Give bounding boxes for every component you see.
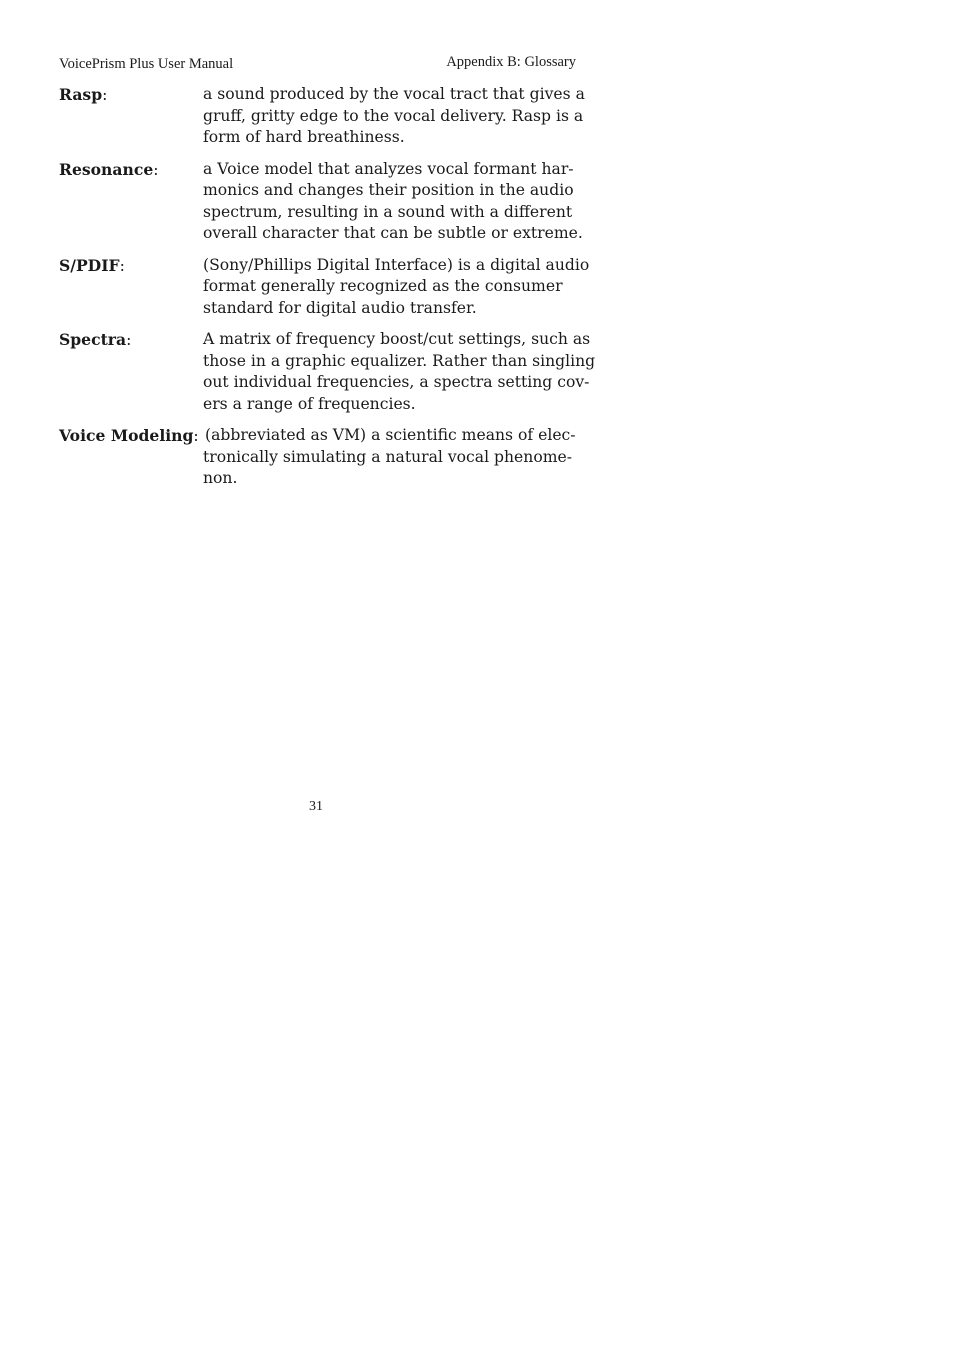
glossary-definition xyxy=(203,329,596,415)
definition-line: format generally recognized as the consumer xyxy=(203,277,563,295)
glossary-entry-voice-modeling xyxy=(59,425,589,490)
glossary-entry-resonance xyxy=(59,159,589,245)
glossary-definition xyxy=(203,425,575,490)
glossary-entry-spdif xyxy=(59,255,589,320)
definition-line: gruff, gritty edge to the vocal delivery. Rasp is a xyxy=(203,106,584,125)
definition-line: out individual frequencies, a spectra setting cov- xyxy=(203,373,590,391)
definition-line: overall character that can be subtle or extreme. xyxy=(203,224,583,242)
page-header xyxy=(59,56,576,76)
definition-line: ers a range of frequencies. xyxy=(203,394,416,413)
definition-line: (Sony/Phillips Digital Interface) is a digital audio xyxy=(203,255,590,274)
glossary-definition xyxy=(203,84,585,149)
definition-line: a Voice model that analyzes vocal formant har- xyxy=(203,159,574,178)
glossary-entry-rasp xyxy=(59,84,589,149)
glossary-term: Rasp: xyxy=(59,85,108,104)
definition-line: A matrix of frequency boost/cut settings, such as xyxy=(203,330,591,348)
manual-title: VoicePrism Plus User Manual xyxy=(59,56,234,72)
definition-line: monics and changes their position in the audio xyxy=(203,181,574,199)
glossary-term: Resonance: xyxy=(59,159,159,179)
section-title: Appendix B: Glossary xyxy=(446,54,576,70)
definition-line: those in a graphic equalizer. Rather than singling xyxy=(203,351,596,370)
definition-line: (abbreviated as VM) a scientific means of elec- xyxy=(205,426,576,444)
glossary-term: Voice Modeling: xyxy=(59,426,199,445)
definition-line: form of hard breathiness. xyxy=(203,128,405,146)
glossary-definition xyxy=(203,255,590,320)
definition-line: non. xyxy=(203,469,238,487)
definition-line: a sound produced by the vocal tract that gives a xyxy=(203,85,585,103)
glossary-entry-spectra xyxy=(59,329,596,415)
glossary-list xyxy=(59,84,596,500)
definition-line: standard for digital audio transfer. xyxy=(203,298,477,317)
glossary-term: S/PDIF: xyxy=(59,255,125,275)
glossary-definition xyxy=(203,159,583,245)
definition-line: tronically simulating a natural vocal phenome- xyxy=(203,447,572,466)
definition-line: spectrum, resulting in a sound with a different xyxy=(203,202,573,221)
glossary-term: Spectra: xyxy=(59,330,132,349)
page-number: 31 xyxy=(309,799,323,814)
